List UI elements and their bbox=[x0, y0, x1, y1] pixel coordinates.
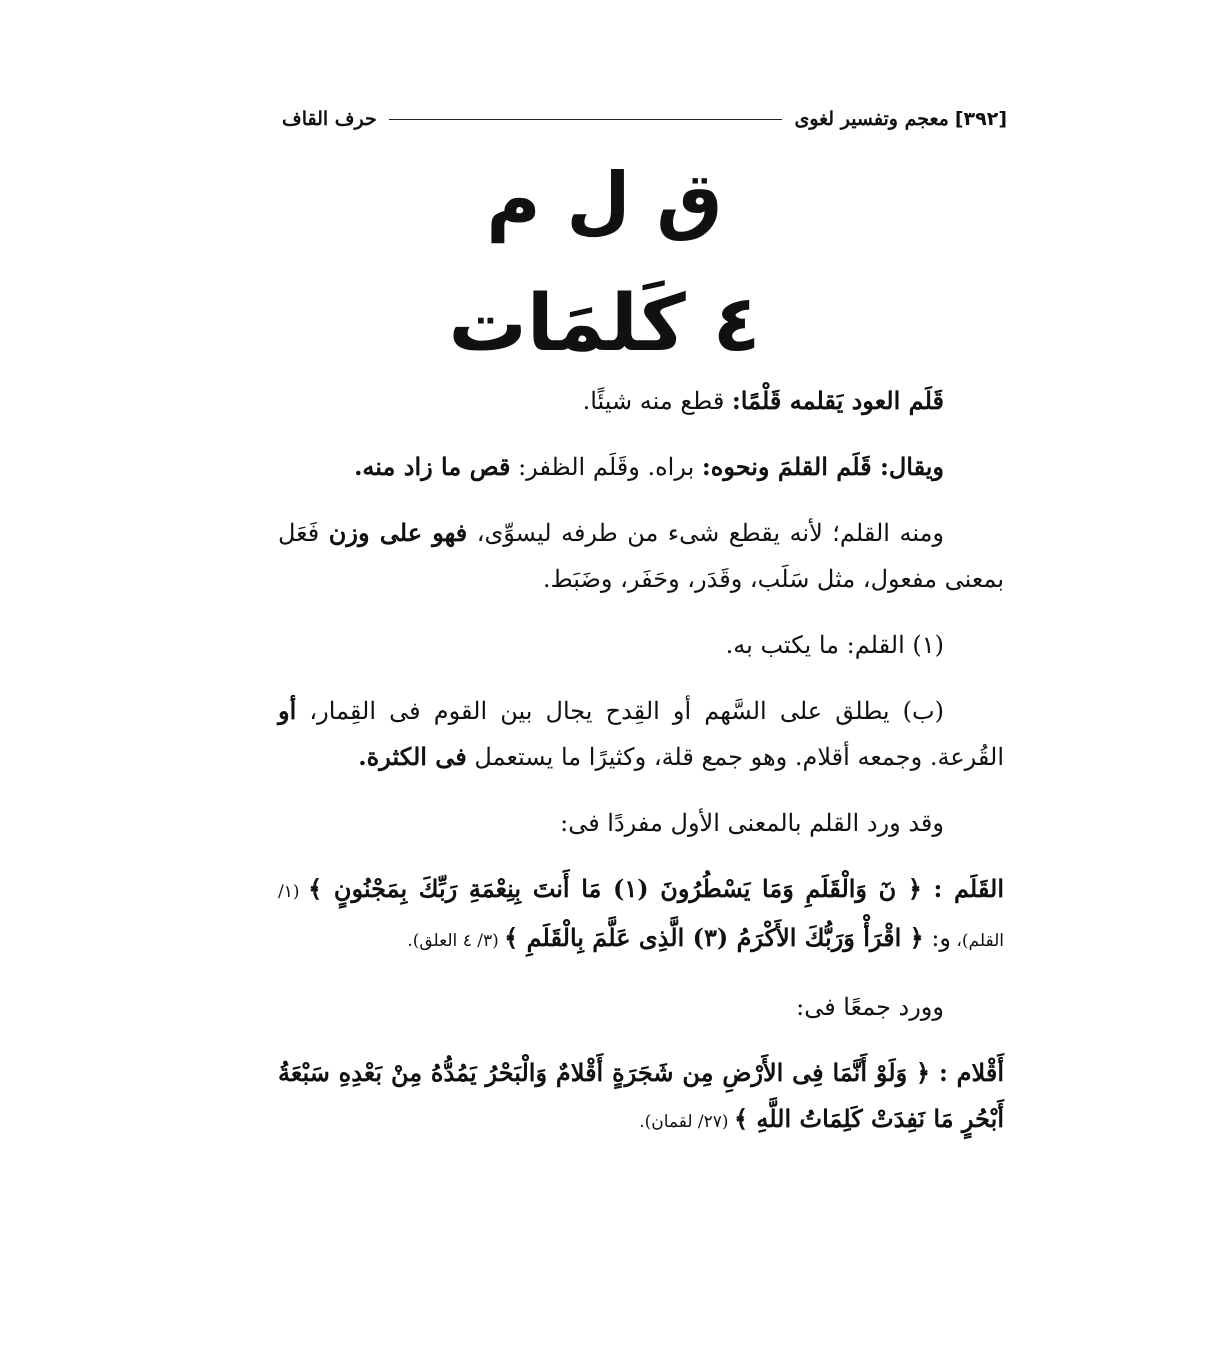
p7-ref-1: (١/القلم)، bbox=[278, 882, 1004, 951]
page-number: [٣٩٢] bbox=[954, 108, 1007, 130]
p5-bold-1: أو bbox=[278, 696, 297, 725]
p7-text-1: و: bbox=[923, 924, 952, 952]
paragraph-4: (١) القلم: ما يكتب به. bbox=[725, 631, 944, 659]
paragraph-2 bbox=[278, 444, 1004, 490]
p7-verse-2: ﴿ اقْرَأْ وَرَبُّكَ الأَكْرَمُ (٣) الَّذِى عَلَّمَ بِالْقَلَمِ ﴾ bbox=[504, 923, 924, 952]
p7-verse-1: القَلَم : ﴿ نٓ وَالْقَلَمِ وَمَا يَسْطُرُونَ (١) مَا أَنتَ بِنِعْمَةِ رَبِّكَ بِمَجْنُونٍ ﴾ bbox=[308, 874, 1005, 903]
root-letters: ق ل م bbox=[486, 157, 723, 243]
p3-bold-1: فهو على وزن bbox=[328, 518, 468, 547]
page-header bbox=[282, 104, 1007, 134]
p9-verse-1: أَقْلام : ﴿ وَلَوْ أَنَّمَا فِى الأَرْضِ مِن شَجَرَةٍ أَقْلامٌ وَالْبَحْرُ يَمُدُّهُ مِنْ بَعْدِهِ سَبْعَةُ أَبْحُرٍ مَا نَفِدَتْ كَلِمَاتُ اللَّهِ ﴾ bbox=[278, 1058, 1004, 1133]
p3-text-1: ومنه القلم؛ لأنه يقطع شىء من طرفه ليسوِّى، bbox=[467, 519, 945, 547]
book-title: معجم وتفسير لغوى bbox=[794, 108, 949, 130]
paragraph-8: وورد جمعًا فى: bbox=[796, 993, 944, 1021]
paragraph-7 bbox=[278, 866, 1004, 964]
p5-bold-2: فى الكثرة. bbox=[358, 742, 467, 771]
section-title: حرف القاف bbox=[282, 108, 377, 130]
p1-text: قطع منه شيئًا. bbox=[582, 387, 732, 415]
header-rule bbox=[389, 119, 783, 120]
p5-text-2: القُرعة. وجمعه أقلام. وهو جمع قلة، وكثيرًا ما يستعمل bbox=[466, 743, 1004, 771]
paragraph-1 bbox=[278, 378, 1004, 424]
p9-ref-1: (٢٧/ لقمان). bbox=[639, 1112, 734, 1132]
p1-bold: قَلَم العود يَقلمه قَلْمًا: bbox=[731, 386, 944, 415]
paragraph-6: وقد ورد القلم بالمعنى الأول مفردًا فى: bbox=[560, 809, 944, 837]
paragraph-5 bbox=[278, 688, 1004, 780]
article-body bbox=[278, 378, 1004, 1165]
p3-text-2: فَعَل بمعنى مفعول، مثل سَلَب، وقَدَر، وحَفَر، وضَبَط. bbox=[278, 519, 1004, 593]
p7-ref-2: (٣/ ٤ العلق). bbox=[407, 931, 505, 951]
p5-text-1: (ب) يطلق على السَّهم أو القِدح يجال بين القوم فى القِمار، bbox=[296, 697, 944, 725]
paragraph-3 bbox=[278, 510, 1004, 602]
paragraph-9 bbox=[278, 1050, 1004, 1145]
p2-bold-2: قص ما زاد منه. bbox=[354, 452, 511, 481]
word-count-title: ٤ كَلمَات bbox=[448, 279, 761, 369]
p2-bold-1: ويقال: قَلَم القلمَ ونحوه: bbox=[701, 452, 944, 481]
p2-text-1: براه. وقَلَم الظفر: bbox=[510, 453, 702, 481]
